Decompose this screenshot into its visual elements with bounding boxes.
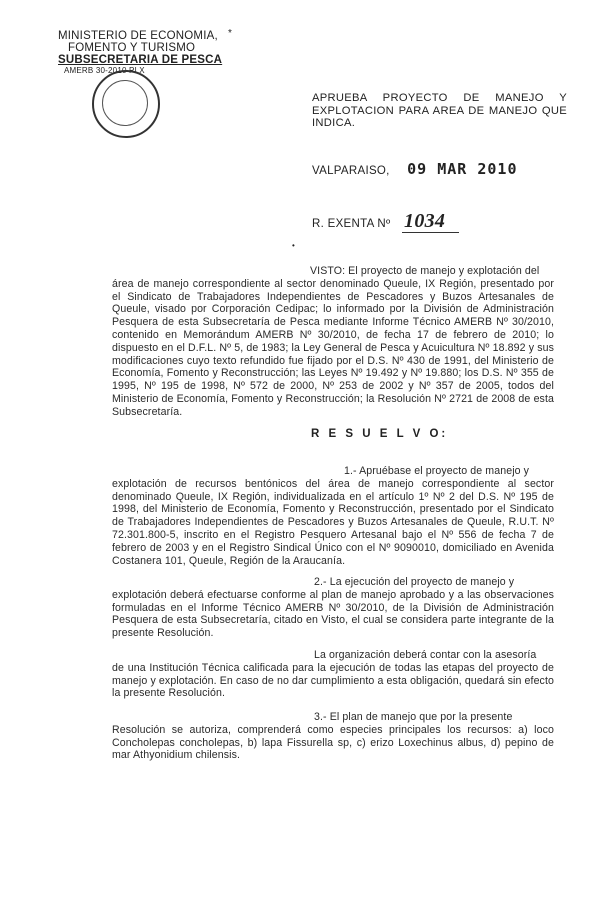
- article-2: [112, 576, 554, 640]
- resolution-number-line: [312, 210, 459, 233]
- ministry-subline: FOMENTO Y TURISMO: [68, 42, 196, 54]
- visto-paragraph: [112, 265, 554, 419]
- ministry-line: MINISTERIO DE ECONOMIA,: [58, 30, 218, 42]
- article-3-lead: 3.- El plan de manejo que por la presente: [314, 711, 513, 723]
- article-2-advisory: [112, 649, 554, 700]
- document-subject: APRUEBA PROYECTO DE MANEJO Y EXPLOTACION PARA AREA DE MANEJO QUE INDICA.: [312, 92, 567, 129]
- article-3-text: Resolución se autoriza, comprenderá como especies principales los recursos: a) loco Concholepas concholepas, b) lapa Fissurella sp, c) erizo Loxechinus albus, d) pepino de mar Athyonidium chilensis.: [112, 723, 554, 762]
- city-label: VALPARAISO,: [312, 165, 390, 177]
- letterhead: [58, 30, 222, 75]
- article-3: [112, 711, 554, 762]
- resolution-label: R. EXENTA: [312, 218, 374, 230]
- article-1-text: explotación de recursos bentónicos del área de manejo correspondiente al sector denominado Queule, IX Región, individualizada en el artículo 1º Nº 2 del D.S. Nº 195 de 1998, del Ministerio de Economía, Fomento y Reconstrucción, presentado por el Sindicato de Trabajadores Independientes de Pescadores y Buzos Artesanales de Queule, R.U.T. Nº 72.301.800-5, inscrito en el Registro Pesquero Artesanal bajo el Nº 556 de fecha 7 de febrero de 2003 y en el Registro Sindical Único con el Nº 9090010, domiciliado en Avenida Costanera 101, Queule, Región de la Araucanía.: [112, 477, 554, 567]
- visto-lead: VISTO: El proyecto de manejo y explotación del: [310, 265, 540, 277]
- article-2-advisory-text: de una Institución Técnica calificada para la ejecución de todas las etapas del proyecto de manejo y explotación. En caso de no dar cumplimiento a esta obligación, quedará sin efecto la presente Resolución.: [112, 661, 554, 700]
- resolution-number: 1034: [402, 210, 459, 233]
- visto-text: área de manejo correspondiente al sector denominado Queule, IX Región, presentado por el Sindicato de Trabajadores Independientes de Pescadores y Buzos Artesanales de Queule, visado por Corporación Cedipac; lo informado por la División de Administración Pesquera de esta Subsecretaría de Pesca mediante Informe Técnico AMERB Nº 30/2010, contenido en Memorándum AMERB Nº 30/2010, de fecha 17 de febrero de 2010; lo dispuesto en el D.F.L. Nº 5, de 1983; la Ley General de Pesca y Acuicultura Nº 18.892 y sus modificaciones cuyo texto refundido fue fijado por el D.S. Nº 430 de 1991, del Ministerio de Economía, Fomento y Reconstrucción; las Leyes Nº 19.492 y Nº 19.880; los D.S. Nº 355 de 1995, Nº 195 de 1998, Nº 572 de 2000, Nº 253 de 2002 y Nº 357 de 2005, todos del Ministerio de Economía, Fomento y Reconstrucción; la Resolución Nº 2721 de 2008 de esta Subsecretaría.: [112, 277, 554, 418]
- article-2-advisory-lead: La organización deberá contar con la asesoría: [314, 649, 537, 661]
- date-stamp: 09 MAR 2010: [407, 160, 518, 178]
- article-2-text: explotación deberá efectuarse conforme al plan de manejo aprobado y a las observaciones formuladas en el Informe Técnico AMERB Nº 30/2010, de la División de Administración Pesquera de esta Subsecretaría, citado en Visto, el cual se considera parte integrante de la presente Resolución.: [112, 588, 554, 640]
- article-1-lead: 1.- Apruébase el proyecto de manejo y: [344, 465, 530, 477]
- date-line: [312, 160, 518, 178]
- reference-code: AMERB 30-2010 PLX: [64, 66, 145, 75]
- resuelvo-heading: R E S U E L V O:: [311, 428, 449, 440]
- subsecretaria-line: SUBSECRETARIA DE PESCA: [58, 54, 223, 66]
- article-2-lead: 2.- La ejecución del proyecto de manejo y: [314, 576, 515, 588]
- number-label: Nº: [377, 218, 391, 230]
- official-seal-stamp: [92, 70, 160, 138]
- ink-mark: •: [292, 241, 295, 250]
- article-1: [112, 465, 554, 567]
- asterisk-mark: *: [228, 28, 232, 39]
